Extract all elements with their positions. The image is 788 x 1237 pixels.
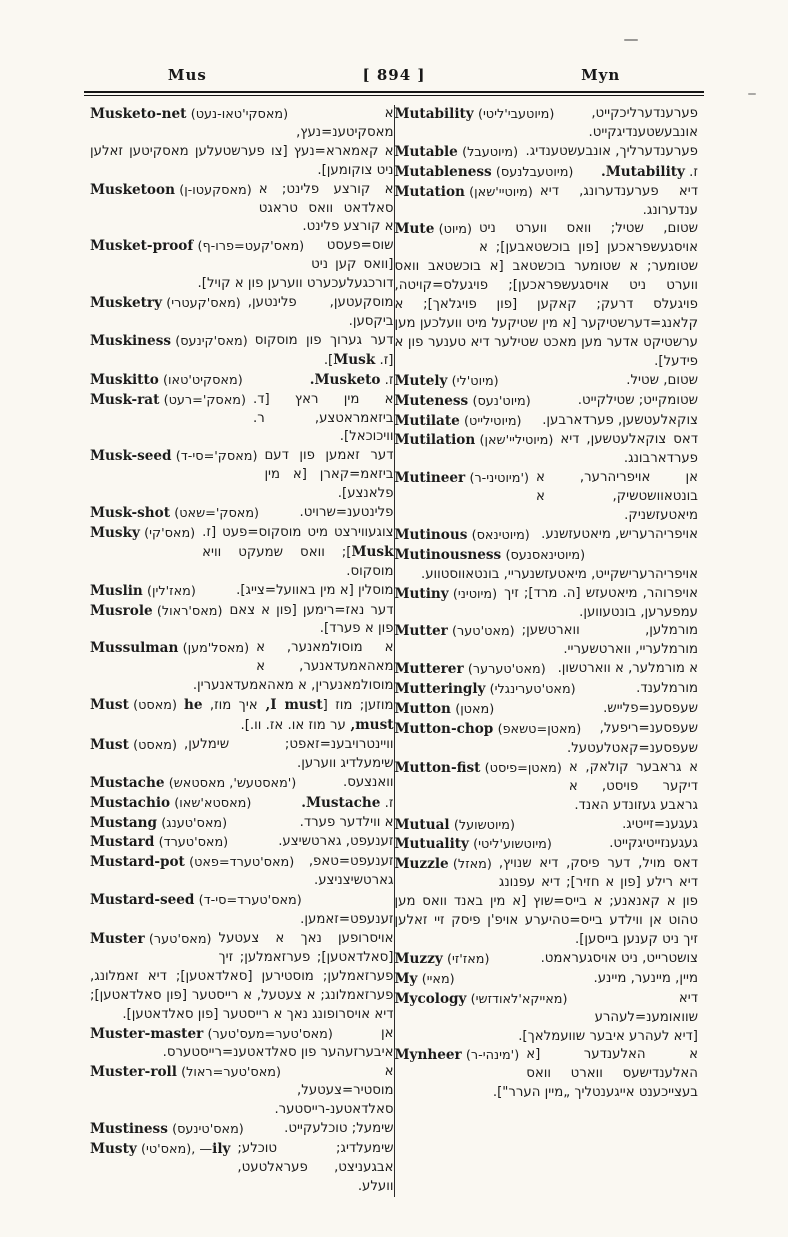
headword-block	[395, 700, 495, 720]
headword-block	[395, 105, 555, 125]
dictionary-entry	[395, 163, 699, 183]
definition: מוזען; מוז [I must, איך מוז, he must, ער מוז או. אז. וו.].	[183, 697, 394, 733]
dictionary-entry	[395, 431, 699, 469]
headword: Mutter	[394, 623, 448, 640]
headword: Mutation	[394, 183, 465, 200]
headword-block	[90, 1063, 281, 1083]
dictionary-entry	[90, 181, 394, 238]
headword: Mutinousness	[394, 546, 502, 563]
headword-block	[395, 622, 515, 642]
pronunciation: (מאז'זי)	[447, 951, 490, 967]
pronunciation: (מאס'טענג)	[161, 815, 228, 831]
headword: Mutton-chop	[394, 721, 494, 737]
dictionary-entry	[395, 660, 699, 680]
definition: שעפסענ=פלייש.	[603, 701, 698, 717]
headword-block	[395, 412, 522, 432]
dictionary-entry	[395, 105, 699, 143]
definition: צוגעווירצט מיט מוסקוס=פעט [ז. Musk]; וואס שמעקט וויא מוסקוס.	[202, 524, 394, 579]
definition: וואנצעס.	[342, 774, 394, 790]
definition: אויסרופען נאך א צעטעל [סאלדאטען]; פערזאמלען; זיך פערזאמלען; מוסטירען [סאלדאטען]; דיא זאמלונג, פערזאמלונג; א צעטעל, א רייסטער [פון סאלדאטען]; דיא אויסרופונג נאך א רייסטער [פון סאלדאטען].	[90, 930, 394, 1022]
headword-block	[395, 469, 530, 489]
pronunciation: (מיוטיני-ר')	[469, 471, 529, 487]
pronunciation: (מיוטיני)	[452, 586, 498, 602]
headword: Mutuality	[394, 836, 469, 853]
headword: Muskitto	[90, 371, 159, 388]
dictionary-entry	[395, 546, 699, 585]
dictionary-entry	[395, 835, 699, 855]
dictionary-entry	[90, 237, 394, 294]
definition: פערענדערליך, אונבעשטענדיג.	[525, 143, 698, 159]
headword: Mutton-fist	[394, 759, 481, 776]
pronunciation: (מיוטיליי'שאן)	[479, 433, 554, 449]
headword-block	[395, 183, 533, 203]
dictionary-entry	[395, 526, 699, 546]
dictionary-entry	[395, 412, 699, 432]
dictionary-entry	[90, 391, 394, 448]
headword: Mutely	[394, 372, 448, 389]
definition: מיין, מיינער, מיינע.	[593, 970, 698, 986]
pronunciation: (מאסטעש', מאסטאש')	[168, 775, 297, 791]
definition: שטום, שטיל; וואס ווערט ניט אויסגעשפראכען [פון בוכשטאבען]; א שטומער; א שטומער בוכשטאב [א בוכשטאב וואס ווערט ניט אויסגעשפראכען]; פויגעלס=קויטה, פויגעלס דרעק; קאקען [פון פויגלאך]; א קלאנג=דערשטיקער [א מין שטיקעל מיט וועלכען מען ערשטיקט אדער מען מאכט שטילער דיא טענער פון א פידעל].	[394, 221, 698, 369]
dictionary-entry	[395, 143, 699, 163]
definition: אן איבערזעהער פון סאלדאטענ=רייסטערס.	[162, 1025, 394, 1061]
dictionary-entry	[395, 1046, 699, 1103]
headword-block	[90, 524, 195, 544]
headword: Musk-shot	[90, 505, 170, 522]
headword: Must	[90, 697, 129, 714]
pronunciation: (מאס'טערד=פאט)	[189, 855, 295, 871]
definition: זענעפט=טאפ, גארטשיצניצע.	[308, 854, 394, 889]
headword: Mussulman	[90, 640, 179, 657]
dictionary-entry	[395, 759, 699, 816]
headword: Musketry	[90, 295, 162, 312]
dictionary-entry	[90, 524, 394, 582]
definition: שוס=פעסט [וואס קען ניט דורכגעלעכערט ווערען פון א קויל].	[197, 238, 394, 292]
pronunciation: (מיוטשועל)	[453, 817, 515, 833]
definition: א קורצע פלינט; א סאלדאט וואס טראגט א קורצע פלינט.	[258, 181, 394, 235]
pronunciation: (מאזל)	[452, 857, 492, 873]
headword-block	[90, 294, 241, 314]
headword-block	[90, 237, 304, 257]
headword: Mutinous	[394, 526, 468, 543]
definition: דער גערוך פון מוסקוס [ז. Musk].	[254, 332, 394, 368]
headword: Muster-roll	[90, 1064, 177, 1081]
pronunciation: (מיוטינאס)	[471, 527, 530, 543]
dictionary-entry	[395, 700, 699, 720]
headword-block	[90, 602, 222, 622]
headword: Mutual	[394, 816, 450, 833]
headword-block	[90, 833, 228, 853]
dictionary-entry	[395, 720, 699, 759]
definition: דאס צוקאלעטשען, דיא פערדארבונג.	[560, 432, 698, 467]
pronunciation: (מאסט)	[133, 698, 177, 714]
definition: אויפריהרערישקייט, מיאטעזשנעריי, בונטאווסטווע.	[421, 566, 698, 582]
headword: Mycology	[394, 990, 467, 1007]
pronunciation: (מאיי)	[421, 971, 455, 987]
guide-word-right: Myn	[581, 66, 621, 84]
pronunciation: (מאסקיט'טאו)	[163, 372, 243, 388]
definition: פערענדערליכקייט, אונבעשטענדיגקייט.	[588, 106, 698, 140]
pronunciation: (מאס'ראול)	[156, 603, 223, 619]
headword-block	[90, 1140, 230, 1160]
pronunciation: (מיוטילייט)	[464, 413, 522, 429]
pronunciation: (מאסקעטו-ן)	[179, 182, 252, 198]
headword-block	[90, 181, 252, 201]
definition: דיא שוואומענ=לעהרע [דיא לעהרע איבער שוועמלאך].	[518, 990, 698, 1044]
headword: Musket-proof	[90, 238, 194, 255]
definition: א מוסטיר=צעטעל, סאלדאטענ-רייסטער.	[274, 1064, 394, 1118]
dictionary-entry	[90, 814, 394, 834]
definition: ז. Mutability.	[601, 163, 698, 180]
dictionary-entry	[90, 332, 394, 371]
dictionary-entry	[395, 183, 699, 221]
headword-block	[90, 332, 248, 352]
pronunciation: (מאסט)	[133, 737, 177, 753]
dictionary-entry	[395, 990, 699, 1047]
headword-block	[90, 447, 257, 467]
definition: געגענ=זייטיג.	[622, 816, 698, 832]
headword: Must	[90, 736, 129, 753]
headword-block	[90, 794, 251, 814]
headword: Mynheer	[394, 1047, 462, 1064]
dictionary-entry	[395, 816, 699, 836]
pronunciation: (מאס'קי)	[144, 525, 196, 541]
dictionary-entry	[395, 372, 699, 392]
headword: Muskiness	[90, 332, 172, 349]
headword-block	[90, 696, 177, 716]
headword: Mutton	[394, 701, 451, 718]
pronunciation: (מיוטשוע'ליטי)	[473, 837, 552, 853]
headword: Mutiny	[394, 585, 449, 602]
headword-block	[90, 774, 296, 794]
definition: מורמלען, ווארטשען; מורמלעריי, ווארטשעריי.	[521, 623, 698, 658]
definition: דער נאז=רימען [פון א צאם פון א פערד].	[229, 602, 394, 637]
pronunciation: (מאסק'=שאט)	[174, 506, 260, 522]
pronunciation: (מיוט'נעס)	[472, 393, 531, 409]
headword-block	[90, 814, 227, 834]
headword-block	[90, 504, 259, 524]
dictionary-entry	[90, 1140, 394, 1197]
dictionary-entry	[90, 853, 394, 891]
headword-block	[90, 582, 196, 602]
definition: דיא פערענדערונג, דיא ענדערונג.	[539, 183, 698, 218]
headword-block	[395, 970, 455, 990]
definition: אן אויפריהרער, א בונטאוושטשיק, א מיאטעזשניק.	[536, 470, 698, 524]
pronunciation: (מאס'קינעס)	[175, 333, 248, 349]
headword-block	[395, 990, 568, 1010]
pronunciation: (מאס'טער)	[148, 931, 212, 947]
headword: Mute	[394, 221, 435, 238]
pronunciation: (מיוט'לי)	[451, 373, 499, 389]
definition: א מין ראץ [ד. ביזאמראטצע, ר. וויכוכאל].	[252, 391, 394, 445]
dictionary-entry	[395, 392, 699, 412]
headword: Mutineer	[394, 470, 466, 487]
headword: Mutilate	[394, 412, 460, 429]
headword-block	[395, 835, 552, 855]
dictionary-entry	[90, 639, 394, 696]
definition: א האלענדער [א האלענדישעס ווארט וואס בעצייכענט אייגענטליך „מיין הערר"].	[492, 1047, 698, 1101]
headword: Musk-seed	[90, 448, 172, 465]
pronunciation: (מאט'טערער)	[467, 662, 546, 678]
dictionary-entry	[90, 794, 394, 814]
headword: Muzzle	[394, 856, 449, 873]
definition: שימעלדיג; טוכלע; אבגעניצט, פעראלטעט, וועלע.	[237, 1140, 394, 1194]
definition: שעפסענ=ריפעל, שעפסענ=קאטלעטעל.	[566, 721, 698, 756]
dictionary-entry	[90, 930, 394, 1025]
headword: Mustard	[90, 834, 155, 851]
headword-block	[395, 143, 519, 163]
headword: Mustard-seed	[90, 892, 195, 909]
pronunciation: (מינהי-ר')	[465, 1048, 520, 1064]
definition: א ווילדער פערד.	[299, 814, 394, 830]
headword-block	[395, 855, 492, 875]
definition: שטום, שטיל.	[626, 372, 698, 388]
headword-block	[90, 853, 294, 873]
pronunciation: (מאסק'=סי-ד)	[175, 449, 258, 465]
pronunciation: (מאסק'=רעט)	[163, 392, 246, 408]
headword-block	[395, 660, 546, 680]
dictionary-entry	[90, 774, 394, 794]
definition: מוסקעטען, פלינטען, ביקסען.	[247, 295, 394, 329]
pronunciation: (מאס'טערד=סי-ד)	[198, 893, 302, 909]
definition: שטומקייט; שטילקייט.	[577, 392, 698, 408]
pronunciation: (מאס'טינעס)	[172, 1122, 244, 1138]
headword-block	[395, 163, 574, 183]
page-header	[84, 66, 704, 84]
headword-block	[395, 759, 562, 779]
dictionary-entry	[395, 680, 699, 700]
pronunciation: (מאט'טער)	[452, 624, 515, 640]
headword-block	[395, 431, 554, 451]
dictionary-entry	[90, 294, 394, 332]
pronunciation: (מאס'טי), —ily	[141, 1140, 231, 1157]
headword-block	[395, 372, 499, 392]
dictionary-entry	[90, 833, 394, 853]
pronunciation: (מאטן=טשאפ)	[497, 722, 582, 737]
dictionary-entry	[90, 105, 394, 181]
definition: ז. Mustache.	[301, 794, 394, 811]
headword-block	[395, 585, 498, 605]
headword: Mustang	[90, 814, 158, 831]
scan-artifact-dash	[748, 93, 756, 95]
dictionary-entry	[395, 855, 699, 950]
headword: Muslin	[90, 582, 143, 599]
headword-block	[395, 220, 472, 240]
headword-block	[395, 546, 586, 566]
headword: Mustachio	[90, 794, 171, 811]
pronunciation: (מאטן=פיסט)	[484, 760, 562, 776]
dictionary-entry	[90, 1025, 394, 1064]
dictionary-entry	[90, 582, 394, 602]
dictionary-entry	[395, 950, 699, 970]
headword: Mutability	[394, 106, 474, 122]
text-columns	[84, 105, 704, 1197]
headword: Musky	[90, 524, 140, 541]
scan-artifact-dash	[624, 39, 638, 41]
headword-block	[395, 526, 530, 546]
definition: שימעל; טוכלעקייט.	[284, 1121, 394, 1137]
pronunciation: (מיוטעבל)	[462, 144, 519, 160]
headword: Musty	[90, 1140, 137, 1157]
headword: Mutterer	[394, 661, 464, 678]
pronunciation: (מאס'טערד)	[158, 835, 229, 851]
headword-block	[395, 1046, 520, 1066]
guide-word-left: Mus	[167, 66, 207, 84]
headword: Musketo-net	[90, 106, 187, 122]
headword: Mustache	[90, 774, 165, 791]
left-column	[84, 105, 394, 1197]
headword: My	[394, 970, 418, 987]
dictionary-entry	[90, 504, 394, 524]
definition: א מורמלער, א ווארטשון.	[557, 661, 698, 677]
page-number: [ 894 ]	[362, 66, 426, 84]
definition: מורמלענד.	[636, 681, 698, 697]
definition: א גראבער קולאק, א דיקער פויסט, א גראבע געזונדע האנד.	[568, 759, 698, 813]
dictionary-entry	[395, 220, 699, 371]
pronunciation: (מאס'טער=מעס'טער)	[207, 1026, 333, 1042]
pronunciation: (מאסל'מען)	[182, 641, 250, 657]
dictionary-entry	[90, 736, 394, 774]
headword-block	[90, 371, 243, 391]
pronunciation: (מאסקי'טאו-נעט)	[190, 107, 289, 122]
definition: אויפרוהר, מיאטעזש [ה. מרד]; זיך עמפערען, בונטעווען.	[504, 585, 698, 620]
headword: Musk-rat	[90, 391, 160, 408]
pronunciation: (מיוט)	[438, 222, 472, 238]
pronunciation: (מיוטיי'שאן)	[469, 184, 533, 200]
definition: א מוסולמאנער, א מאהאמעדאנער, א מוסולמאנערין, א מאהאמעדאנערין.	[192, 640, 394, 694]
headword: Muteness	[394, 392, 469, 409]
dictionary-entry	[395, 622, 699, 660]
pronunciation: (מאס'טער=ראול)	[181, 1065, 281, 1081]
definition: אויפריהרעריש, מיאטעזשנע.	[541, 526, 698, 542]
headword-block	[395, 680, 576, 700]
pronunciation: (מאס'קעטרי)	[166, 296, 241, 312]
dictionary-entry	[90, 1120, 394, 1140]
dictionary-entry	[90, 447, 394, 504]
headword-block	[90, 639, 249, 659]
pronunciation: (מאייקא'לאודזשי)	[470, 991, 568, 1007]
headword-block	[90, 1025, 333, 1045]
dictionary-entry	[90, 891, 394, 930]
pronunciation: (מאז'לין)	[147, 583, 196, 599]
header-rule	[84, 91, 704, 96]
headword: Musrole	[90, 602, 153, 619]
definition: זענעפט, גארטשיצע.	[278, 834, 394, 850]
definition: פלינטענ=שרויט.	[299, 505, 394, 521]
headword: Mustiness	[90, 1121, 168, 1138]
definition: וויינטרויבענ=זאפט; שימלען, שימעלדיג ווערען.	[183, 736, 394, 771]
definition: דער זאמען פון דעם ביזאמ=קארן [א מין פלאנצע].	[264, 448, 394, 502]
pronunciation: (מאט'טערינגלי)	[489, 682, 576, 698]
headword-block	[90, 930, 212, 950]
dictionary-entry	[90, 696, 394, 736]
dictionary-entry	[395, 970, 699, 990]
pronunciation: (מיוטעבי'ליטי)	[477, 107, 555, 122]
headword-block	[90, 1120, 244, 1140]
pronunciation: (מיוטעבלנעס)	[495, 164, 574, 180]
dictionary-entry	[90, 371, 394, 391]
pronunciation: (מיוטינאסנעס)	[505, 547, 586, 563]
headword: Mutableness	[394, 163, 492, 180]
dictionary-entry	[90, 602, 394, 640]
headword: Muster	[90, 930, 145, 947]
headword-block	[395, 720, 582, 740]
pronunciation: (מאסטא'שאו)	[174, 795, 252, 811]
definition: מוסלין [א מין באוועל=צייג].	[236, 582, 394, 598]
dictionary-entry	[395, 585, 699, 623]
headword-block	[90, 391, 246, 411]
headword: Musketoon	[90, 181, 175, 198]
headword: Mustard-pot	[90, 854, 185, 871]
pronunciation: (מאטן)	[455, 702, 495, 718]
definition: דאס מויל, דער פיסק, דיא שנויץ, דיא רילע [פון א חזיר]; דיא עפנונג פון א קאנאנע; א בייס=שוץ [א מין באנד וואס מען טהוט אן ווילדע בייס=טהיערע אויפ'ן פיסק זיי זאלען זיך ניט קענען בייסען].	[394, 856, 698, 947]
headword-block	[395, 816, 516, 836]
definition: צוקאלעטשען, פערדארבען.	[542, 412, 698, 428]
headword-block	[90, 891, 302, 911]
dictionary-entry	[395, 469, 699, 526]
headword: Mutteringly	[394, 681, 486, 698]
headword: Mutilation	[394, 432, 476, 449]
right-column	[395, 105, 705, 1197]
headword: Muster-master	[90, 1025, 204, 1042]
headword-block	[395, 950, 490, 970]
definition: ז. Musketo.	[309, 371, 394, 388]
pronunciation: (מאס'קעט=פרו-ף)	[197, 239, 305, 255]
headword-block	[90, 736, 177, 756]
headword: Muzzy	[394, 950, 443, 967]
dictionary-entry	[90, 1063, 394, 1120]
definition: זענעפט=זאמען.	[300, 912, 394, 928]
headword-block	[90, 105, 288, 125]
definition: א מאסקיטענ=נעץ, א קאמארא=נעץ [צו פערשטעלען מאסקיטען זאלען ניט צוקומען].	[90, 106, 394, 178]
definition: צושטרייט, ניט אויסגעראמט.	[540, 950, 698, 966]
headword: Mutable	[394, 143, 458, 160]
definition: געגענזייטיגקייט.	[609, 836, 698, 852]
headword-block	[395, 392, 531, 412]
